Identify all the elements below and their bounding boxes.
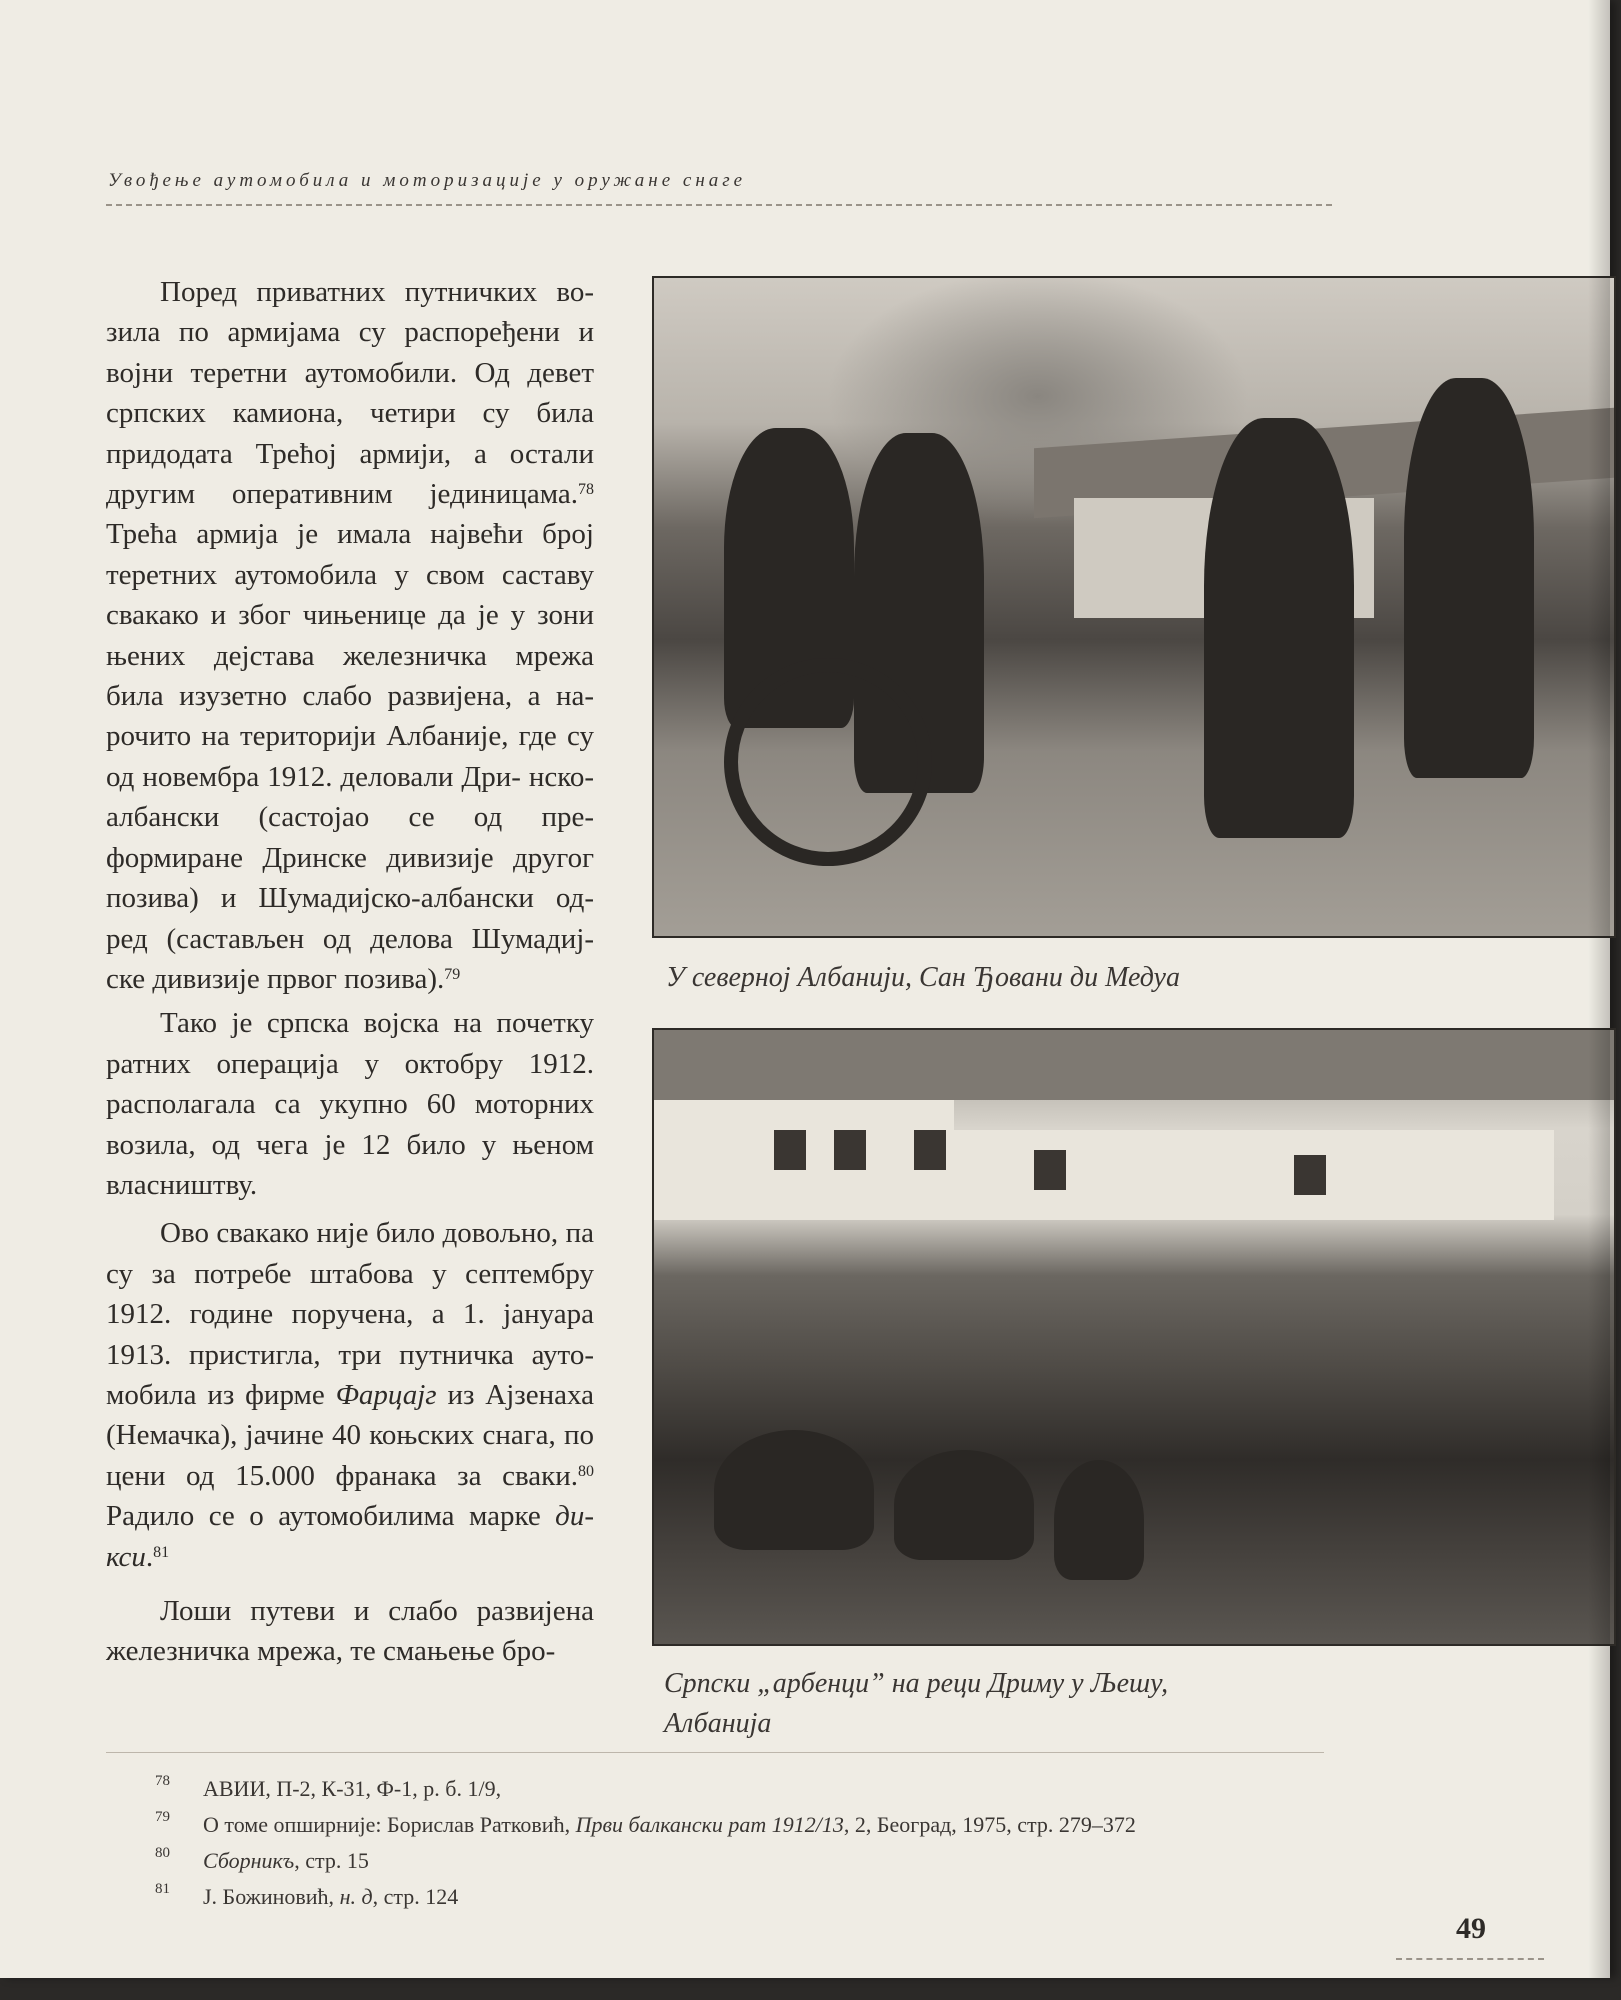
footnote-ref[interactable]: 81 bbox=[153, 1543, 170, 1561]
line: Трећа армија је имала највећи број bbox=[106, 518, 594, 551]
line: формиране Дринске дивизије другог bbox=[106, 841, 594, 874]
line: била изузетно слабо развијена, а на- bbox=[106, 680, 594, 713]
line: Тако је српска војска на почетку bbox=[160, 1007, 594, 1040]
line: српских камиона, четири су била bbox=[106, 397, 594, 430]
line: мобила из фирме bbox=[106, 1378, 336, 1411]
window-shape bbox=[1034, 1150, 1066, 1190]
footnote-number: 79 bbox=[155, 1809, 170, 1825]
body-text-column bbox=[106, 272, 594, 1672]
footnote-text-part: , 2, Београд, 1975, стр. 279–372 bbox=[843, 1812, 1136, 1837]
brand-name: кси bbox=[106, 1540, 146, 1573]
line: железничка мрежа, те смањење бро- bbox=[106, 1635, 556, 1668]
window-shape bbox=[914, 1130, 946, 1170]
car-wheel bbox=[724, 658, 932, 866]
line: Радило се о аутомобилима марке bbox=[106, 1500, 556, 1533]
footnote-ref[interactable]: 78 bbox=[578, 481, 594, 499]
line: нско-албански (састојао се од пре- bbox=[106, 760, 595, 834]
paragraph-3 bbox=[106, 1213, 594, 1577]
brand-name: ди- bbox=[555, 1500, 594, 1533]
running-head: Увођење аутомобила и моторизације у оружане снаге bbox=[108, 170, 747, 191]
line: рочито на територији Албаније, где bbox=[106, 720, 557, 753]
paragraph-1 bbox=[106, 272, 594, 999]
caption-line: Српски „арбенци” на реци Дриму у Љешу, bbox=[664, 1668, 1169, 1699]
footnote-ref[interactable]: 80 bbox=[578, 1462, 594, 1480]
line: располагала са укупно 60 моторних bbox=[106, 1088, 594, 1121]
line: њених дејстава железничка мрежа bbox=[106, 639, 594, 672]
window-shape bbox=[834, 1130, 866, 1170]
figure-soldier bbox=[714, 1430, 874, 1550]
line: теретних аутомобила у свом саставу bbox=[106, 558, 594, 591]
footnote-ref[interactable]: 79 bbox=[444, 965, 461, 983]
line: ратних операција у октобру 1912. bbox=[106, 1047, 594, 1080]
footnote-text-part: , стр. 15 bbox=[294, 1848, 369, 1873]
line: Лоши путеви и слабо развијена bbox=[160, 1595, 594, 1627]
header-rule bbox=[106, 204, 1332, 206]
line: из Ајзенаха bbox=[436, 1378, 594, 1411]
photo-caption bbox=[664, 1664, 1364, 1744]
company-name: Фарцајг bbox=[335, 1378, 437, 1411]
footnote-text bbox=[203, 1810, 1136, 1840]
line: (Немачка), јачине 40 коњских снага, bbox=[106, 1419, 556, 1452]
line: . bbox=[145, 1540, 154, 1573]
figure-officer bbox=[1204, 418, 1354, 838]
line: позива) и Шумадијско-албански од- bbox=[106, 882, 594, 915]
line: придодата Трећој армији, а остали bbox=[106, 437, 594, 470]
line: 1913. пристигла, три путничка ауто- bbox=[106, 1338, 594, 1371]
footnote-number: 78 bbox=[155, 1773, 170, 1789]
paragraph-2 bbox=[106, 1003, 594, 1205]
line: Ово свакако није било довољно, bbox=[160, 1217, 559, 1250]
footnote-text-part: О томе опширније: Борислав Ратковић, bbox=[203, 1812, 576, 1837]
footnote-text bbox=[203, 1882, 458, 1912]
roof-shape bbox=[654, 1030, 1614, 1100]
photo-soldiers-river-drim bbox=[652, 1028, 1616, 1646]
footnote-text: АВИИ, П-2, К-31, Ф-1, р. б. 1/9, bbox=[203, 1776, 502, 1801]
line: по цени од 15.000 франака за сваки. bbox=[106, 1419, 594, 1492]
line: зила по армијама су распоређени и bbox=[106, 316, 594, 349]
window-shape bbox=[1294, 1155, 1326, 1195]
line: 1912. године поручена, а 1. јануара bbox=[106, 1298, 594, 1331]
line: возила, од чега је 12 било у њеном bbox=[106, 1128, 594, 1161]
footnote-rule bbox=[106, 1752, 1324, 1753]
footnote-text-part: Ј. Божиновић, bbox=[203, 1884, 340, 1909]
figure-soldier bbox=[894, 1450, 1034, 1560]
book-title: Сборникъ bbox=[203, 1848, 295, 1873]
footnote-text bbox=[203, 1846, 369, 1876]
book-title: Први балкански рат 1912/13 bbox=[575, 1812, 844, 1837]
line: војни теретни аутомобили. Од девет bbox=[106, 356, 594, 389]
paragraph-4 bbox=[106, 1591, 594, 1672]
line: власништву. bbox=[106, 1168, 258, 1201]
line: Поред приватних путничких во- bbox=[160, 276, 594, 308]
photo-officers-north-albania bbox=[652, 276, 1616, 938]
line: другим оперативним јединицама. bbox=[106, 478, 578, 511]
line: свакако и због чињенице да је у зони bbox=[106, 599, 594, 632]
line: ред (састављен од делова Шумадиј- bbox=[106, 922, 594, 955]
photo-caption: У северној Албанији, Сан Ђовани ди Медуа bbox=[666, 962, 1180, 993]
footnote-number: 81 bbox=[155, 1881, 170, 1897]
page-number-rule bbox=[1396, 1958, 1544, 1960]
footnote-text-part: , стр. 124 bbox=[372, 1884, 459, 1909]
footnote-number: 80 bbox=[155, 1845, 170, 1861]
window-shape bbox=[774, 1130, 806, 1170]
page-number: 49 bbox=[1456, 1912, 1486, 1945]
figure-officer bbox=[1404, 378, 1534, 778]
figure-soldier bbox=[1054, 1460, 1144, 1580]
line: су од новембра 1912. деловали Дри- bbox=[106, 720, 594, 793]
caption-line: Албанија bbox=[664, 1708, 772, 1739]
abbreviation: н. д bbox=[339, 1884, 373, 1909]
line: па су за потребе штабова у септембру bbox=[106, 1217, 595, 1290]
line: ске дивизије првог позива). bbox=[106, 962, 445, 995]
